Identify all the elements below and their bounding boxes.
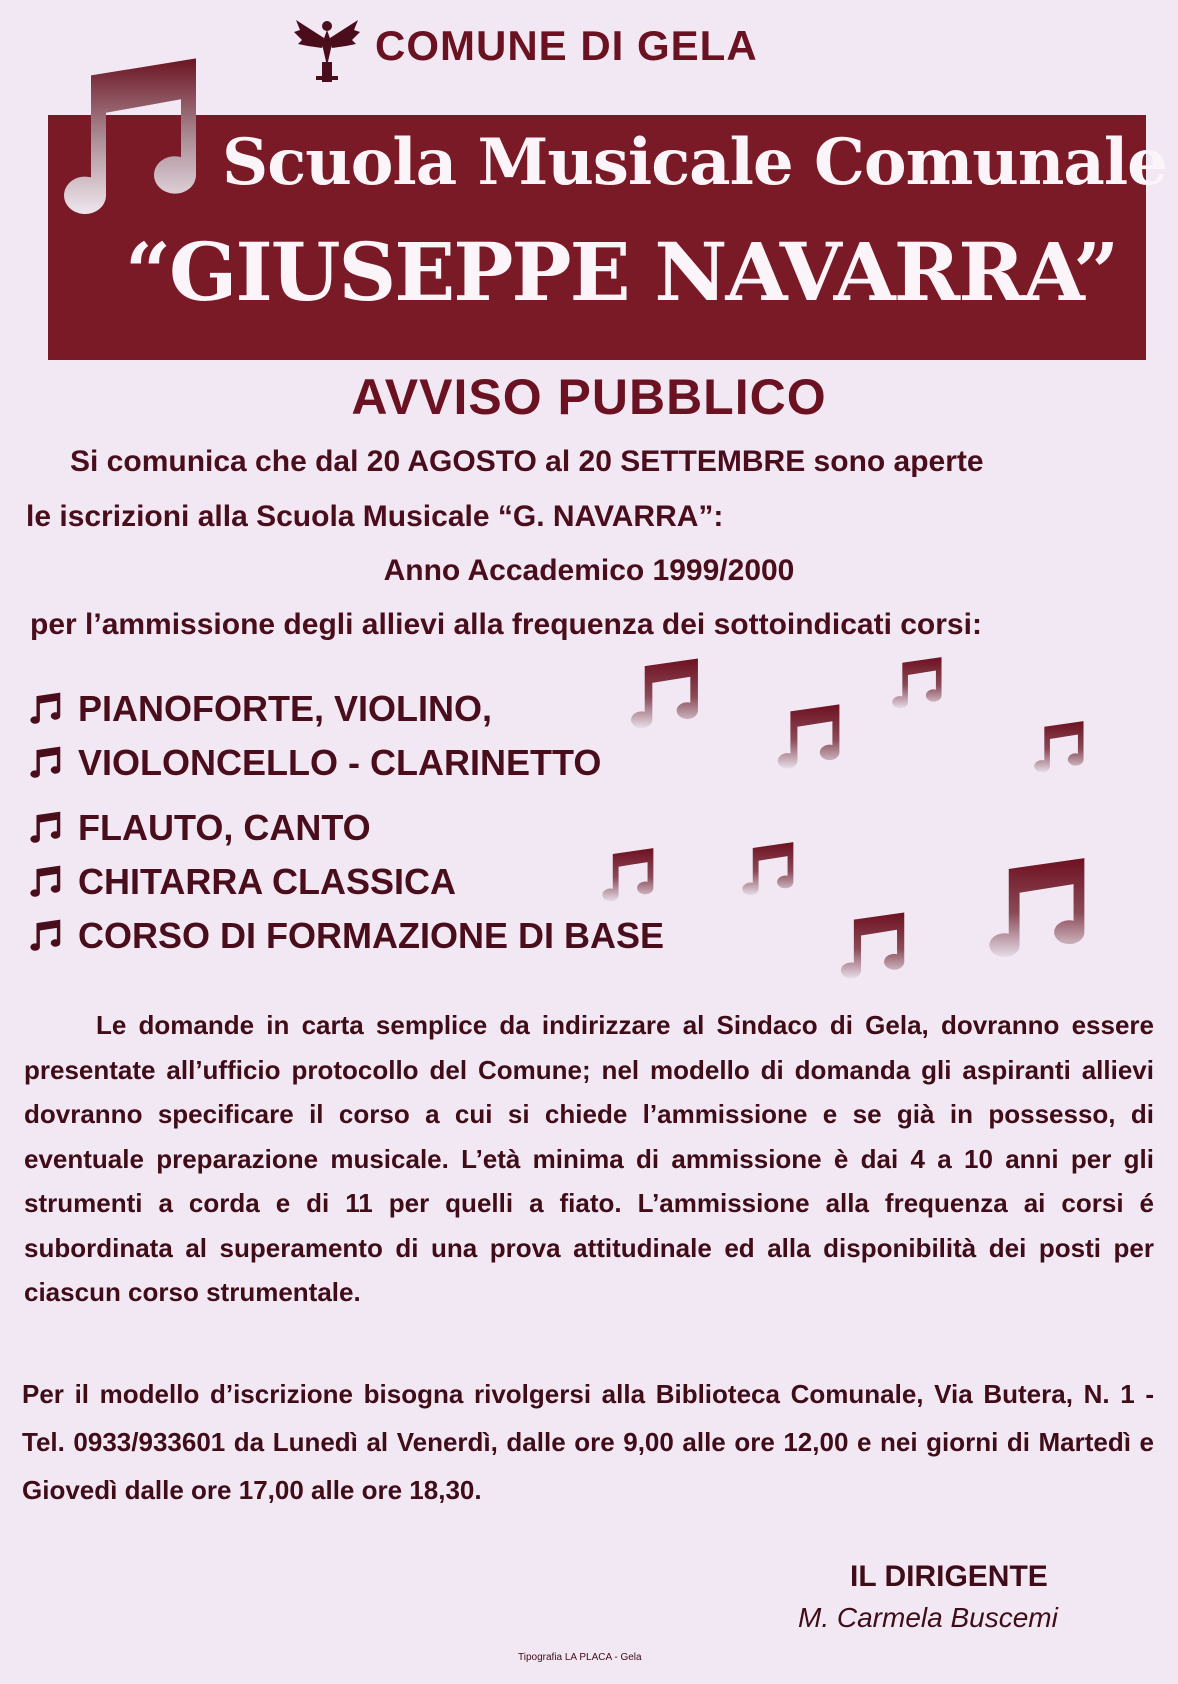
academic-year: Anno Accademico 1999/2000 — [383, 554, 795, 587]
course-item — [26, 688, 492, 730]
course-item — [26, 807, 371, 849]
school-dedication: “GIUSEPPE NAVARRA” — [125, 225, 1118, 319]
eagle-emblem-icon — [292, 14, 362, 84]
course-item — [26, 915, 664, 957]
music-note-icon — [775, 700, 845, 776]
signatory-title: IL DIRIGENTE — [850, 1560, 1048, 1593]
course-label: CHITARRA CLASSICA — [78, 861, 456, 902]
course-label: PIANOFORTE, VIOLINO, — [78, 688, 493, 729]
music-note-icon — [740, 840, 798, 900]
music-note-icon — [600, 846, 658, 906]
course-item — [26, 861, 456, 903]
music-note-icon — [628, 655, 704, 735]
school-name: Scuola Musicale Comunale — [222, 125, 1167, 200]
intro-line-1: Si comunica che dal 20 AGOSTO al 20 SETTEMBRE sono aperte — [70, 445, 984, 478]
course-label: VIOLONCELLO - CLARINETTO — [78, 742, 602, 783]
music-note-bullet-icon — [26, 746, 66, 780]
intro-line-2: le iscrizioni alla Scuola Musicale “G. NAVARRA”: — [26, 500, 724, 533]
music-note-icon — [838, 910, 910, 984]
music-note-bullet-icon — [26, 919, 66, 953]
course-label: CORSO DI FORMAZIONE DI BASE — [78, 915, 665, 956]
notice-heading: AVVISO PUBBLICO — [351, 369, 827, 425]
course-label: FLAUTO, CANTO — [78, 807, 371, 848]
application-instructions: Le domande in carta semplice da indirizzare al Sindaco di Gela, dovranno essere presentate all’ufficio protocollo del Comune; nel modello di domanda gli aspiranti allievi dovranno specificare il corso a cui si chiede l’ammissione e se già in possesso, di eventuale preparazione musicale. L’età minima di ammissione è dai 4 a 10 anni per gli strumenti a corda e di 11 per quelli a fiato. L’ammissione alla frequenza ai corsi é subordinata al superamento di una prova attitudinale ed alla disponibilità dei posti per ciascun corso strumentale. — [24, 1010, 1154, 1307]
music-note-bullet-icon — [26, 865, 66, 899]
banner-music-note-icon — [58, 55, 208, 225]
intro-line-4: per l’ammissione degli allievi alla frequenza dei sottoindicati corsi: — [30, 608, 982, 641]
printer-credit: Tipografia LA PLACA - Gela — [518, 1652, 642, 1663]
enrollment-info: Per il modello d’iscrizione bisogna rivolgersi alla Biblioteca Comunale, Via Butera, N. 1 - Tel. 0933/933601 da Lunedì al Venerdì, dalle ore 9,00 alle ore 12,00 e nei giorni di Martedì e Giovedì dalle ore 17,00 alle ore 18,30. — [22, 1379, 1154, 1505]
course-item — [26, 742, 601, 784]
municipality-title: COMUNE DI GELA — [375, 22, 758, 69]
signatory-name: M. Carmela Buscemi — [798, 1602, 1058, 1633]
music-note-icon — [890, 655, 946, 713]
music-note-bullet-icon — [26, 692, 66, 726]
music-note-icon — [985, 855, 1093, 965]
music-note-bullet-icon — [26, 811, 66, 845]
music-note-icon — [1032, 718, 1088, 778]
